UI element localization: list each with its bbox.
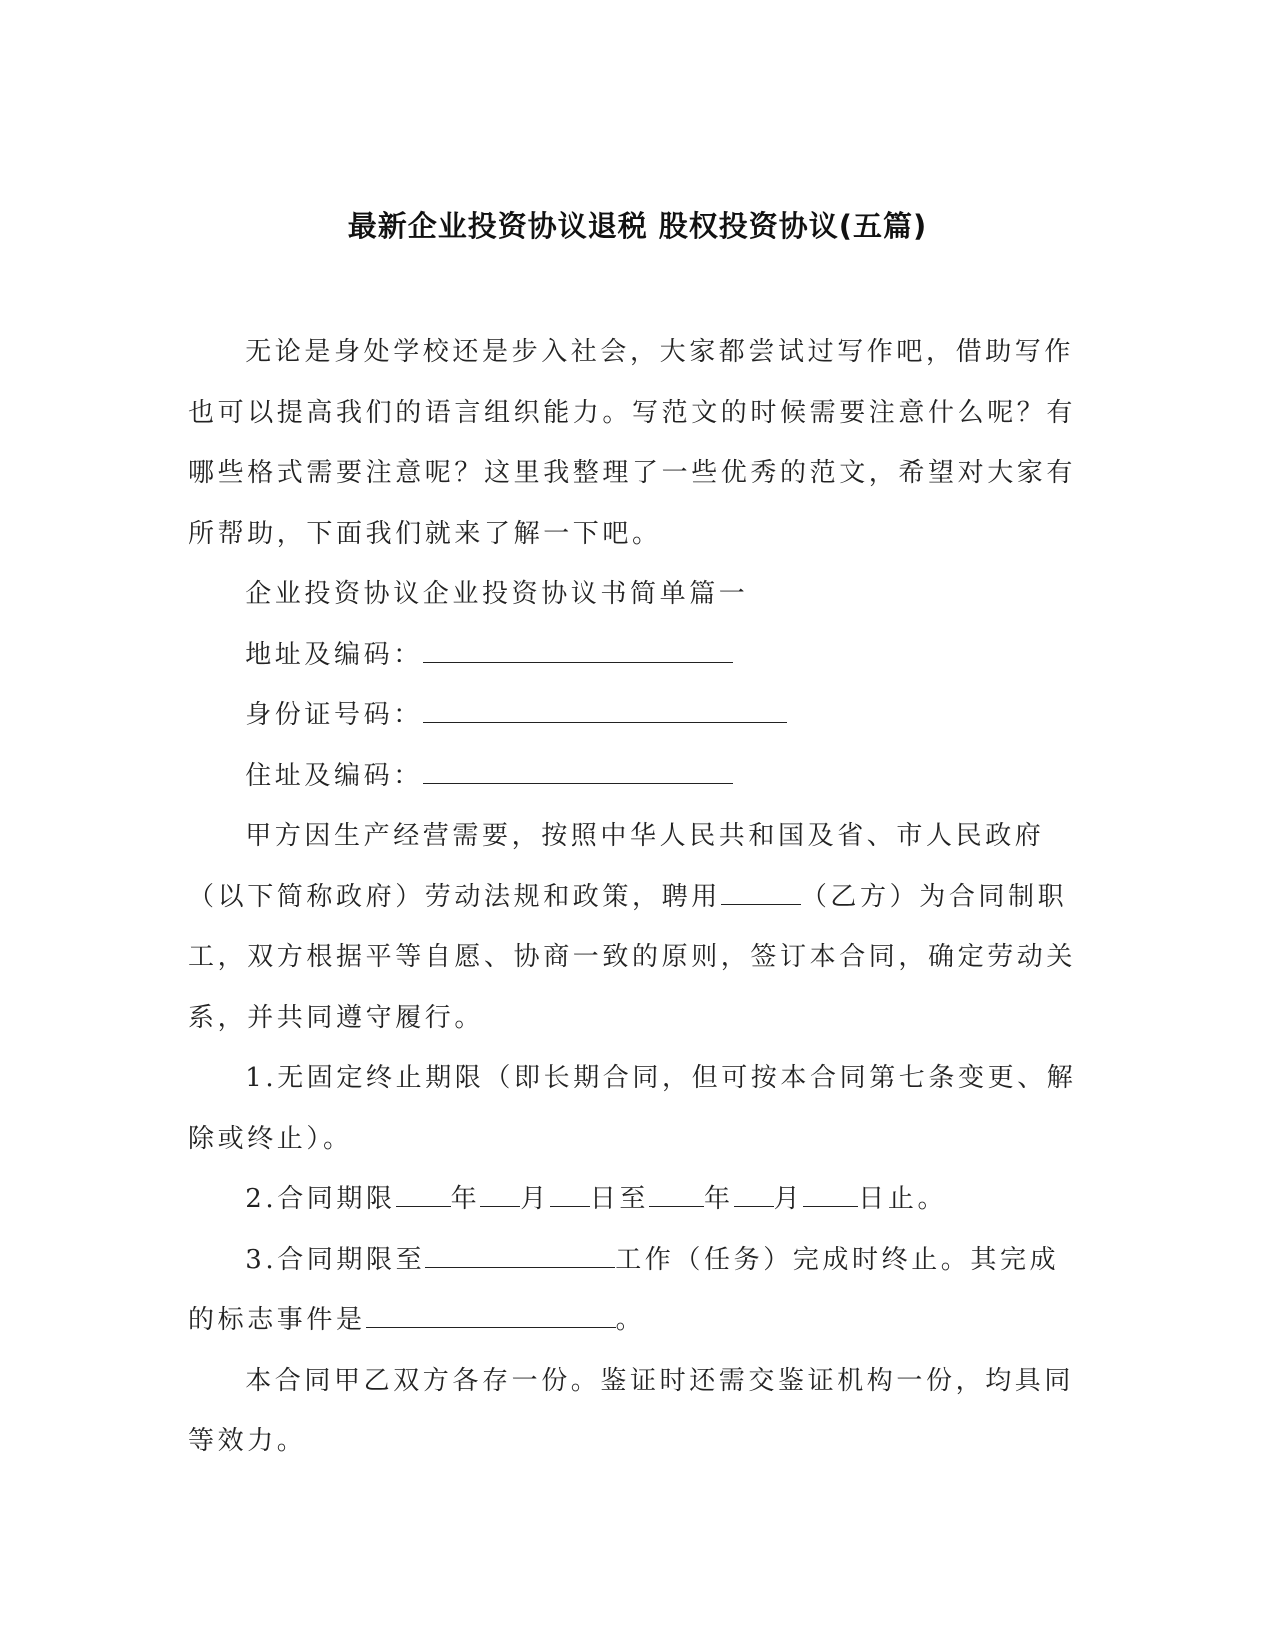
employment-text-a: 甲方因生产经营需要，按照中华人民共和国及省、市人民政府（以下简称政府）劳动法规和政策，聘用 [188, 821, 1045, 912]
item-3 [188, 1230, 1078, 1351]
event-blank [366, 1300, 616, 1328]
address-field-line [188, 625, 1078, 686]
item-3-middle: 工作（任务）完成时终止。其完成的标志事件是 [188, 1244, 1060, 1335]
start-day-blank [550, 1179, 590, 1207]
id-label: 身份证号码： [245, 700, 423, 730]
item-2 [188, 1169, 1078, 1230]
start-month-blank [480, 1179, 520, 1207]
closing-paragraph: 本合同甲乙双方各存一份。鉴证时还需交鉴证机构一份，均具同等效力。 [188, 1365, 1074, 1456]
item-2-day2: 日止。 [858, 1184, 948, 1214]
address-label: 地址及编码： [245, 639, 423, 670]
end-month-blank [734, 1179, 774, 1207]
item-3-suffix: 。 [615, 1305, 646, 1335]
document-title: 最新企业投资协议退税 股权投资协议(五篇) [347, 209, 928, 243]
section-heading: 企业投资协议企业投资协议书简单篇一 [245, 579, 749, 609]
item-2-month1: 月 [520, 1184, 550, 1214]
item-2-day1: 日至 [589, 1184, 650, 1214]
item-1: 1.无固定终止期限（即长期合同，但可按本合同第七条变更、解除或终止）。 [188, 1063, 1077, 1154]
item-2-prefix: 2.合同期限 [245, 1184, 396, 1214]
address-blank [423, 634, 733, 662]
id-field-line [188, 685, 1078, 746]
item-3-prefix: 3.合同期限至 [245, 1244, 426, 1275]
employment-paragraph [188, 806, 1078, 1048]
intro-paragraph: 无论是身处学校还是步入社会，大家都尝试过写作吧，借助写作也可以提高我们的语言组织能力。写范文的时候需要注意什么呢？有哪些格式需要注意呢？这里我整理了一些优秀的范文，希望对大家有所帮助，下面我们就来了解一下吧。 [188, 337, 1077, 549]
employment-text-b: （乙方）为合同制职工，双方根据平等自愿、协商一致的原则，签订本合同，确定劳动关系，并共同遵守履行。 [188, 881, 1077, 1033]
item-2-month2: 月 [773, 1184, 804, 1214]
task-blank [425, 1239, 615, 1267]
document-body [188, 322, 1078, 1472]
residence-blank [423, 755, 733, 783]
end-day-blank [803, 1179, 858, 1207]
id-blank [423, 695, 787, 723]
item-2-year2: 年 [704, 1184, 734, 1214]
residence-label: 住址及编码： [245, 760, 423, 791]
end-year-blank [649, 1179, 704, 1207]
start-year-blank [396, 1179, 451, 1207]
residence-field-line [188, 746, 1078, 807]
item-2-year1: 年 [450, 1184, 481, 1214]
employee-name-blank [721, 876, 801, 904]
